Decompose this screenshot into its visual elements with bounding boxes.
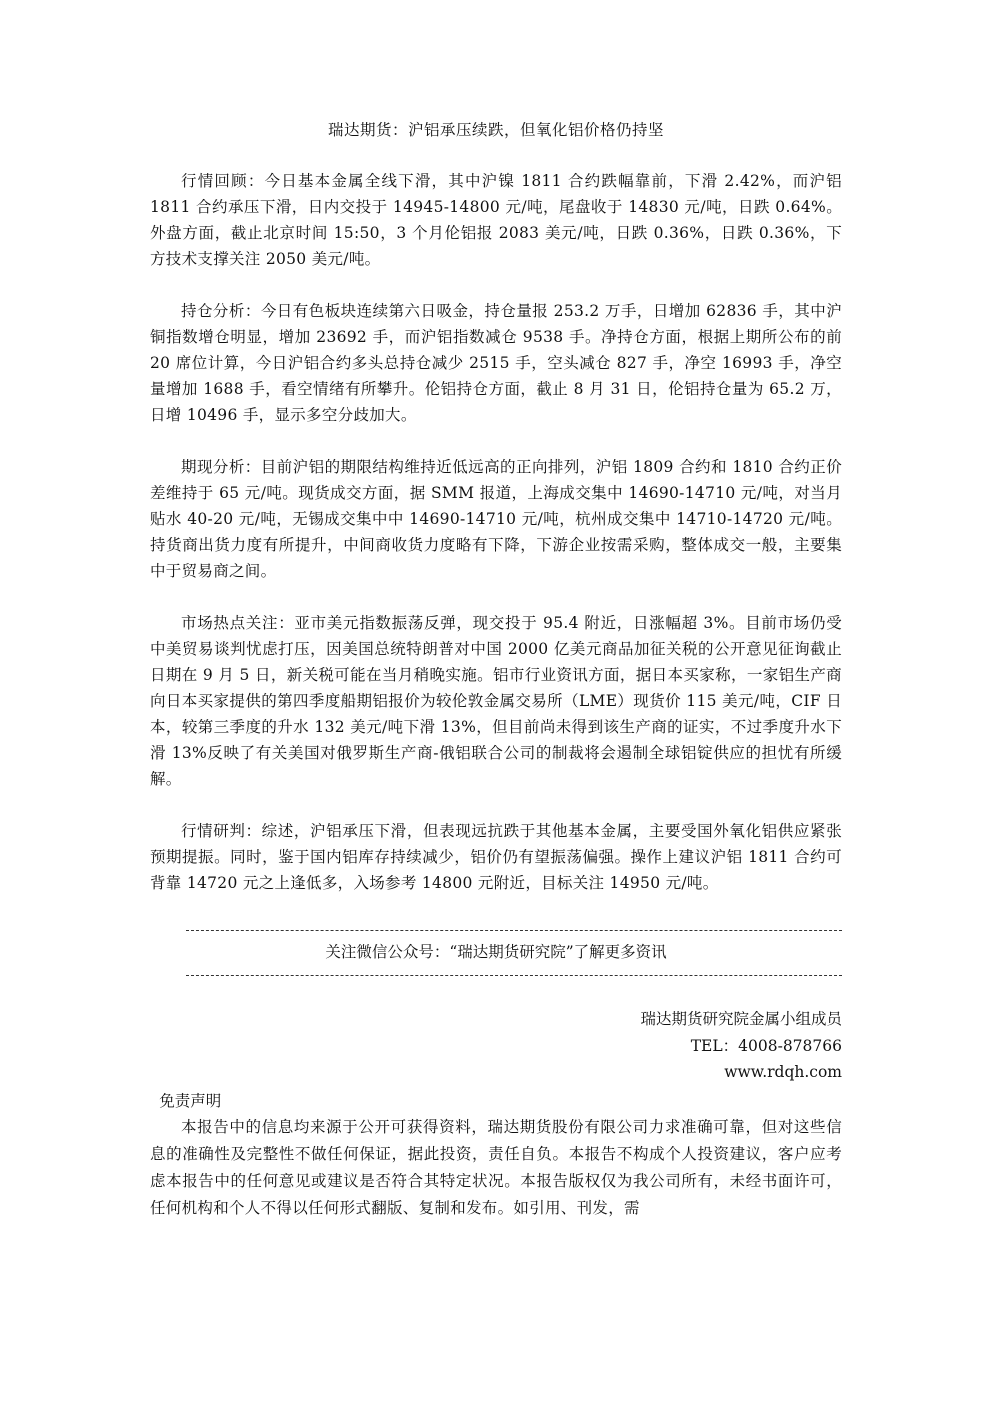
paragraph-market-review: 行情回顾：今日基本金属全线下滑，其中沪镍 1811 合约跌幅靠前，下滑 2.42%，而沪铝 1811 合约承压下滑，日内交投于 14945-14800 元/吨，尾盘收于 14830 元/吨，日跌 0.64%。外盘方面，截止北京时间 15:50，3 个月伦铝报 2083 美元/吨，日跌 0.36%，日跌 0.36%，下方技术支撑关注 2050 美元/吨。 (150, 172, 842, 268)
follow-wechat-text: 关注微信公众号：“瑞达期货研究院”了解更多资讯 (325, 943, 667, 961)
paragraph-position-analysis: 持仓分析：今日有色板块连续第六日吸金，持仓量报 253.2 万手，日增加 62836 手，其中沪铜指数增仓明显，增加 23692 手，而沪铝指数减仓 9538 手。净持仓方面，根据上期所公布的前 20 席位计算，今日沪铝合约多头总持仓减少 2515 手，空头减仓 827 手，净空 16993 手，净空量增加 1688 手，看空情绪有所攀升。伦铝持仓方面，截止 8 月 31 日，伦铝持仓量为 65.2 万，日增 10496 手，显示多空分歧加大。 (150, 302, 842, 424)
paragraph-market-outlook: 行情研判：综述，沪铝承压下滑，但表现远抗跌于其他基本金属，主要受国外氧化铝供应紧张预期提振。同时，鉴于国内铝库存持续减少，铝价仍有望振荡偏强。操作上建议沪铝 1811 合约可背靠 14720 元之上逢低多，入场参考 14800 元附近，目标关注 14950 元/吨。 (150, 822, 842, 892)
signature-website: www.rdqh.com (724, 1063, 842, 1081)
disclaimer-text: 本报告中的信息均来源于公开可获得资料，瑞达期货股份有限公司力求准确可靠，但对这些信息的准确性及完整性不做任何保证，据此投资，责任自负。本报告不构成个人投资建议，客户应考虑本报告中的任何意见或建议是否符合其特定状况。本报告版权仅为我公司所有，未经书面许可，任何机构和个人不得以任何形式翻版、复制和发布。如引用、刊发，需 (150, 1117, 842, 1217)
disclaimer-title: 免责声明 (159, 1091, 222, 1110)
divider-top (186, 930, 842, 931)
paragraph-spot-futures-analysis: 期现分析：目前沪铝的期限结构维持近低远高的正向排列，沪铝 1809 合约和 1810 合约正价差维持于 65 元/吨。现货成交方面，据 SMM 报道，上海成交集中 14690-14710 元/吨，对当月贴水 40-20 元/吨，无锡成交集中中 14690-14710 元/吨，杭州成交集中 14710-14720 元/吨。持货商出货力度有所提升，中间商收货力度略有下降，下游企业按需采购，整体成交一般，主要集中于贸易商之间。 (150, 458, 842, 580)
signature-org: 瑞达期货研究院金属小组成员 (640, 1010, 842, 1028)
divider-bottom (186, 975, 842, 976)
signature-block (150, 1006, 842, 1086)
document-page (150, 118, 842, 1222)
signature-tel: TEL：4008-878766 (690, 1036, 842, 1055)
paragraph-market-hotspots: 市场热点关注：亚市美元指数振荡反弹，现交投于 95.4 附近，日涨幅超 3%。目前市场仍受中美贸易谈判忧虑打压，因美国总统特朗普对中国 2000 亿美元商品加征关税的公开意见征询截止日期在 9 月 5 日，新关税可能在当月稍晚实施。铝市行业资讯方面，据日本买家称，一家铝生产商向日本买家提供的第四季度船期铝报价为较伦敦金属交易所（LME）现货价 115 美元/吨，CIF 日本，较第三季度的升水 132 美元/吨下滑 13%，但目前尚未得到该生产商的证实，不过季度升水下滑 13%反映了有关美国对俄罗斯生产商-俄铝联合公司的制裁将会遏制全球铝锭供应的担忧有所缓解。 (150, 614, 842, 788)
page-title: 瑞达期货：沪铝承压续跌，但氧化铝价格仍持坚 (327, 121, 664, 139)
